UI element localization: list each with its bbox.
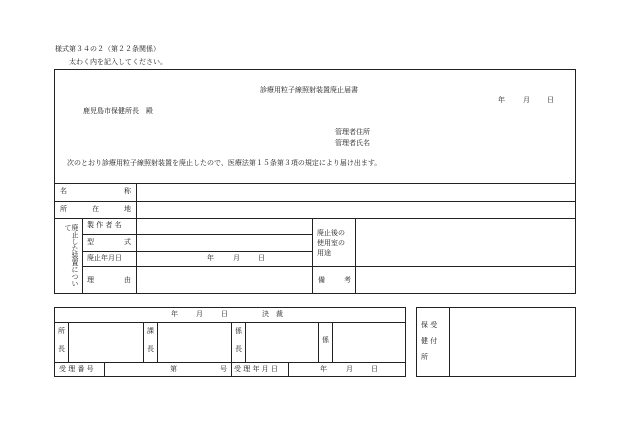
notice-title: 診療用粒子線照射装置廃止届書 — [260, 86, 358, 94]
room-usage-label-1: 廃止後の — [317, 229, 345, 237]
approval-receipt-line — [54, 362, 406, 363]
abolish-date-month: 月 — [233, 254, 240, 262]
decision-month: 月 — [196, 310, 203, 318]
receipt-col-2 — [231, 362, 232, 377]
separator-date — [82, 266, 576, 267]
model-label-2: 式 — [124, 238, 131, 246]
section-chief-label-bottom: 長 — [147, 345, 154, 353]
reason-label-2: 由 — [124, 276, 131, 284]
approval-col-7 — [332, 322, 333, 362]
room-usage-label-2: 使用室の — [317, 239, 345, 247]
name-label-2: 称 — [124, 187, 131, 195]
approval-box — [54, 307, 406, 377]
receipt-month: 月 — [346, 365, 353, 373]
abolish-date-year: 年 — [207, 254, 214, 262]
label-column-line — [136, 183, 137, 294]
instruction-text: 太わく内を記入してください。 — [69, 58, 167, 66]
abolish-date-label: 廃止年月日 — [87, 254, 122, 262]
approval-col-5 — [245, 322, 246, 362]
approval-col-6 — [318, 322, 319, 362]
addressee: 鹿児島市保健所長 殿 — [83, 107, 153, 115]
receipt-date-label: 受 理 年 月 日 — [234, 365, 278, 373]
room-usage-left-line — [312, 218, 313, 294]
director-label-bottom: 長 — [58, 345, 65, 353]
name-label-1: 名 — [60, 187, 67, 195]
unit-chief-label-bottom: 長 — [235, 345, 242, 353]
manager-address-label: 管理者住所 — [335, 128, 370, 136]
manufacturer-label: 製 作 者 名 — [87, 221, 122, 229]
model-label-1: 型 — [87, 238, 94, 246]
location-label-2: 在 — [92, 205, 99, 213]
approval-col-4 — [231, 322, 232, 362]
health-center-label-line — [449, 307, 450, 377]
date-day: 日 — [547, 96, 554, 104]
receipt-col-3 — [288, 362, 289, 377]
director-label-top: 所 — [58, 327, 65, 335]
health-center-label-3: 所 — [421, 353, 428, 361]
device-group-line — [82, 218, 83, 294]
date-month: 月 — [523, 96, 530, 104]
number-prefix: 第 — [170, 365, 177, 373]
separator-manufacturer — [82, 234, 312, 235]
section-chief-label-top: 課 — [147, 327, 154, 335]
staff-label: 係 — [322, 336, 329, 344]
health-center-receipt-box — [416, 307, 576, 377]
manager-name-label: 管理者氏名 — [335, 139, 370, 147]
decision-year: 年 — [171, 310, 178, 318]
unit-chief-label-top: 係 — [235, 327, 242, 335]
abolish-date-day: 日 — [258, 254, 265, 262]
receipt-col-1 — [104, 362, 105, 377]
separator-notice — [54, 183, 576, 184]
number-suffix: 号 — [220, 365, 227, 373]
approval-col-3 — [157, 322, 158, 362]
reason-label-1: 理 — [87, 276, 94, 284]
approval-col-2 — [143, 322, 144, 362]
receipt-day: 日 — [371, 365, 378, 373]
date-year: 年 — [498, 96, 505, 104]
room-usage-label-3: 用途 — [317, 249, 331, 257]
remarks-label-2: 考 — [344, 276, 351, 284]
receipt-year: 年 — [320, 365, 327, 373]
health-center-label-2: 健 付 — [421, 337, 438, 345]
separator-location — [54, 218, 576, 219]
location-label-3: 地 — [124, 205, 131, 213]
health-center-label-1: 保 受 — [421, 321, 438, 329]
location-label-1: 所 — [60, 205, 67, 213]
decision-label: 決 裁 — [262, 310, 283, 318]
notice-statement: 次のとおり診療用粒子線照射装置を廃止したので、医療法第１５条第３項の規定により届け出ます。 — [67, 159, 382, 167]
approval-col-1 — [68, 322, 69, 362]
receipt-number-label: 受 理 番 号 — [59, 365, 94, 373]
approval-header-line — [54, 322, 406, 323]
remarks-label-1: 備 — [318, 276, 325, 284]
separator-model — [82, 251, 312, 252]
room-usage-right-line — [355, 218, 356, 294]
abolished-device-label: 廃止した装置について — [64, 224, 79, 287]
form-number: 様式第３４の２（第２２条関係） — [55, 45, 160, 53]
separator-name — [54, 201, 576, 202]
decision-day: 日 — [221, 310, 228, 318]
